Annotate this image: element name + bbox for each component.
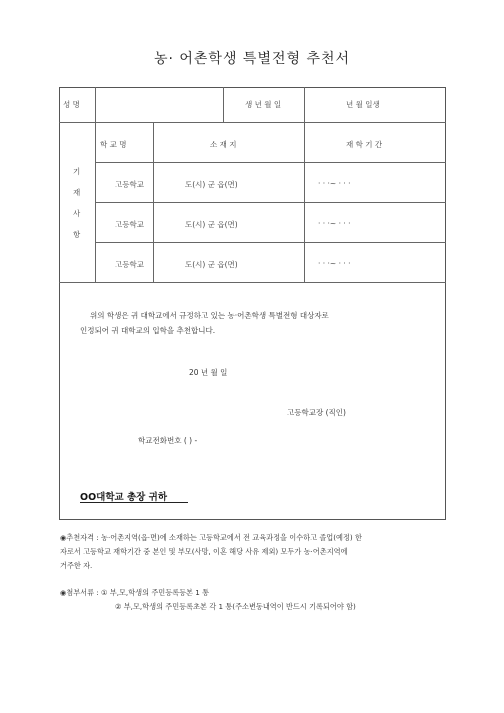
records-row-divider-2 — [95, 242, 446, 243]
side-label-char-1: 기 — [73, 167, 81, 176]
row-2-school: 고등학교 — [115, 220, 144, 229]
side-label-char-4: 항 — [73, 230, 81, 239]
side-label-char-3: 사 — [73, 209, 81, 218]
row-2-period: · · ·~ · · · — [318, 219, 351, 228]
addressee-line-text: OO대학교 총장 귀하 — [80, 492, 168, 503]
attachments-note-line-2: ② 부,모,학생의 주민등록초본 각 1 통(주소변동내역이 반드시 기록되어야 함) — [115, 602, 356, 611]
row-1-school: 고등학교 — [115, 180, 144, 189]
birth-date-value: 년 월 일생 — [346, 100, 380, 109]
records-header-divider — [95, 162, 446, 163]
qualification-note-line-1: ◉추천자격 : 농·어촌지역(읍·면)에 소재하는 고등학교에서 전 교육과정을 이수하고 졸업(예정) 한 — [60, 533, 362, 542]
row-3-location: 도(시) 군 읍(면) — [185, 260, 238, 269]
column-header-location: 소 재 지 — [210, 140, 237, 149]
row-3-period: · · ·~ · · · — [318, 259, 351, 268]
header-row-divider — [59, 122, 446, 123]
records-bottom-divider — [59, 282, 446, 283]
principal-signature-line: 고등학교장 (직인) — [287, 408, 346, 417]
addressee-underline — [80, 502, 188, 503]
qualification-note-line-3: 거주한 자. — [60, 561, 93, 570]
name-label: 성 명 — [63, 100, 80, 109]
column-header-period: 재 학 기 간 — [346, 140, 383, 149]
qualification-note-line-2: 자로서 고등학교 재학기간 중 본인 및 부모(사망, 이혼 해당 사유 제외) 모두가 농·어촌지역에 — [60, 547, 348, 556]
header-col-divider-2 — [223, 87, 224, 122]
birth-date-label: 생 년 월 일 — [245, 100, 282, 109]
school-phone-number: 학교전화번호 ( ) - — [138, 436, 198, 445]
header-col-divider-1 — [95, 87, 96, 122]
records-row-divider-1 — [95, 202, 446, 203]
row-2-location: 도(시) 군 읍(면) — [185, 220, 238, 229]
row-1-location: 도(시) 군 읍(면) — [185, 180, 238, 189]
attachments-note-line-1: ◉첨부서류 : ① 부,모,학생의 주민등록등본 1 통 — [60, 588, 210, 597]
records-col-divider-2 — [304, 122, 305, 282]
recommendation-text-line-1: 위의 학생은 귀 대학교에서 규정하고 있는 농·어촌학생 특별전형 대상자로 — [90, 311, 329, 320]
header-col-divider-3 — [304, 87, 305, 122]
side-label-char-2: 재 — [73, 188, 81, 197]
form-outer-box — [59, 87, 446, 520]
column-header-school: 학 교 명 — [100, 140, 127, 149]
recommendation-text-line-2: 인정되어 귀 대학교의 입학을 추천합니다. — [80, 326, 216, 335]
records-col-divider-1 — [153, 122, 154, 282]
row-1-period: · · ·~ · · · — [318, 179, 351, 188]
issue-date: 20 년 월 일 — [189, 368, 228, 377]
document-title: 농· 어촌학생 특별전형 추천서 — [153, 51, 351, 67]
row-3-school: 고등학교 — [115, 260, 144, 269]
